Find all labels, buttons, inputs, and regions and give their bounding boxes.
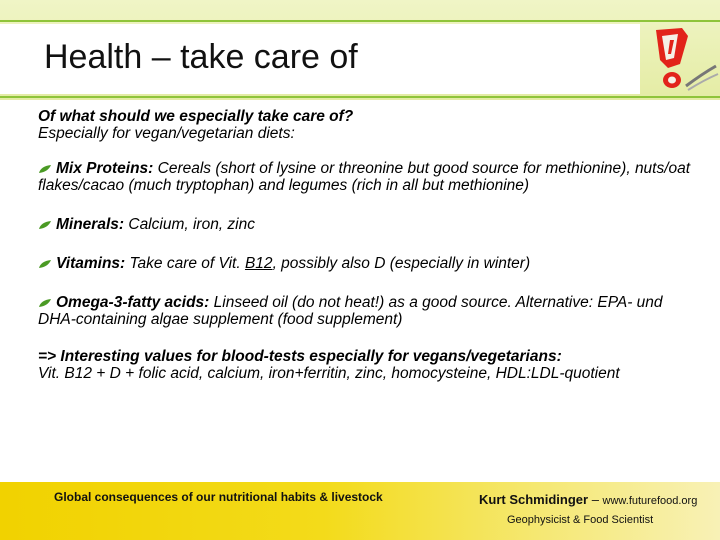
conclusion-text: Vit. B12 + D + folic acid, calcium, iron+ferritin, zinc, homocysteine, HDL:LDL-quotient bbox=[38, 365, 620, 382]
bullet-text: , possibly also D (especially in winter) bbox=[272, 255, 531, 272]
bullet-proteins bbox=[38, 160, 698, 194]
footer-author bbox=[479, 492, 697, 507]
leaf-bullet-icon bbox=[38, 298, 52, 308]
leaf-bullet-icon bbox=[38, 164, 52, 174]
bullet-omega3 bbox=[38, 294, 698, 328]
header-bottom-line bbox=[0, 96, 720, 98]
slide-title: Health – take care of bbox=[44, 38, 358, 76]
conclusion-heading: => Interesting values for blood-tests especially for vegans/vegetarians: bbox=[38, 348, 562, 365]
exclamation-drop-icon bbox=[642, 24, 720, 98]
author-separator: – bbox=[588, 492, 603, 507]
intro-question: Of what should we especially take care of? bbox=[38, 108, 354, 125]
header-top-line bbox=[0, 20, 720, 22]
bullet-term: Minerals: bbox=[56, 216, 125, 233]
bullet-text: Linseed oil (do not heat!) as a good source. Alternative: EPA- und DHA-containing algae supplement (food supplement) bbox=[38, 294, 663, 328]
author-url[interactable]: www.futurefood.org bbox=[602, 495, 698, 507]
author-role: Geophysicist & Food Scientist bbox=[507, 514, 654, 526]
intro-subtitle: Especially for vegan/vegetarian diets: bbox=[38, 125, 295, 142]
author-name: Kurt Schmidinger bbox=[479, 492, 589, 507]
bullet-text: Cereals (short of lysine or threonine but good source for methionine), nuts/oat flakes/cacao (much tryptophan) and legumes (rich in all but methionine) bbox=[38, 160, 691, 194]
underlined-b12: B12 bbox=[244, 255, 273, 272]
slide-header bbox=[0, 0, 720, 100]
bullet-vitamins bbox=[38, 255, 698, 272]
bullet-text: Take care of Vit. bbox=[125, 255, 245, 272]
slide-footer bbox=[0, 482, 720, 540]
bullet-term: Mix Proteins: bbox=[56, 160, 154, 177]
title-box bbox=[0, 24, 640, 94]
bullet-term: Omega-3-fatty acids: bbox=[56, 294, 210, 311]
footer-topic: Global consequences of our nutritional habits & livestock bbox=[54, 490, 383, 504]
bullet-term: Vitamins: bbox=[56, 255, 126, 272]
slide-content bbox=[38, 108, 698, 382]
leaf-bullet-icon bbox=[38, 220, 52, 230]
leaf-bullet-icon bbox=[38, 259, 52, 269]
bullet-text: Calcium, iron, zinc bbox=[124, 216, 255, 233]
bullet-minerals bbox=[38, 216, 698, 233]
